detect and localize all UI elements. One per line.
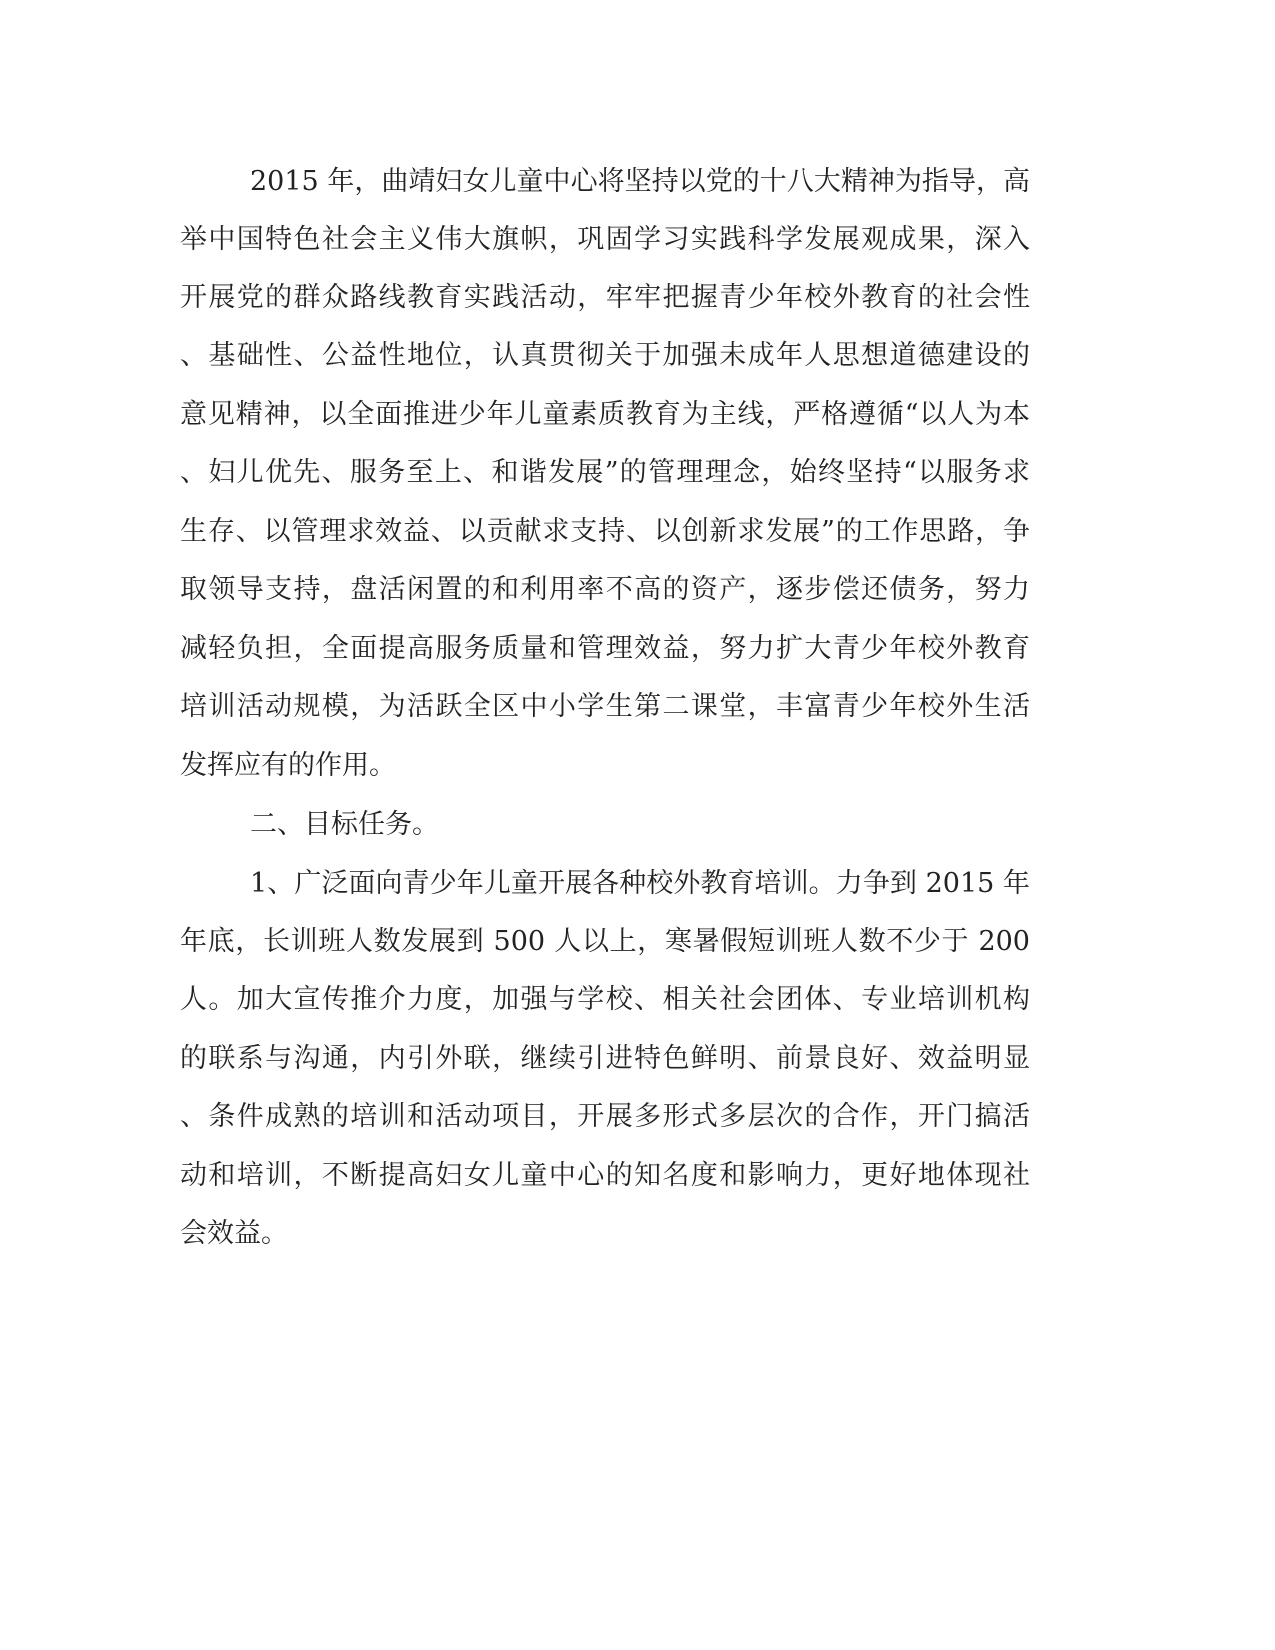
paragraph-1-line-10: 培训活动规模，为活跃全区中小学生第二课堂，丰富青少年校外生活	[180, 691, 1030, 722]
paragraph-1-line-3: 开展党的群众路线教育实践活动，牢牢把握青少年校外教育的社会性	[180, 282, 1030, 313]
paragraph-2-line-1: 1、广泛面向青少年儿童开展各种校外教育培训。力争到 2015 年	[250, 868, 1030, 899]
paragraph-1-line-8: 取领导支持，盘活闲置的和利用率不高的资产，逐步偿还债务，努力	[180, 574, 1030, 605]
paragraph-2-line-4: 的联系与沟通，内引外联，继续引进特色鲜明、前景良好、效益明显	[180, 1043, 1030, 1074]
paragraph-1-line-7: 生存、以管理求效益、以贡献求支持、以创新求发展”的工作思路，争	[180, 516, 1030, 547]
paragraph-2-line-5: 、条件成熟的培训和活动项目，开展多形式多层次的合作，开门搞活	[180, 1101, 1030, 1132]
paragraph-1-line-1: 2015 年，曲靖妇女儿童中心将坚持以党的十八大精神为指导，高	[250, 166, 1030, 197]
paragraph-1-line-6: 、妇儿优先、服务至上、和谐发展”的管理理念，始终坚持“以服务求	[180, 457, 1030, 488]
paragraph-2-line-3: 人。加大宣传推介力度，加强与学校、相关社会团体、专业培训机构	[180, 984, 1030, 1015]
section-heading: 二、目标任务。	[250, 809, 439, 840]
paragraph-1-line-4: 、基础性、公益性地位，认真贯彻关于加强未成年人思想道德建设的	[180, 340, 1030, 371]
paragraph-2-line-2: 年底，长训班人数发展到 500 人以上，寒暑假短训班人数不少于 200	[180, 926, 1030, 957]
paragraph-1-line-2: 举中国特色社会主义伟大旗帜，巩固学习实践科学发展观成果，深入	[180, 224, 1030, 255]
paragraph-2-line-7: 会效益。	[180, 1218, 288, 1249]
paragraph-1-line-9: 减轻负担，全面提高服务质量和管理效益，努力扩大青少年校外教育	[180, 633, 1030, 664]
paragraph-1-line-11: 发挥应有的作用。	[180, 750, 396, 781]
paragraph-1-line-5: 意见精神，以全面推进少年儿童素质教育为主线，严格遵循“以人为本	[180, 399, 1030, 430]
paragraph-2-line-6: 动和培训，不断提高妇女儿童中心的知名度和影响力，更好地体现社	[180, 1160, 1030, 1191]
